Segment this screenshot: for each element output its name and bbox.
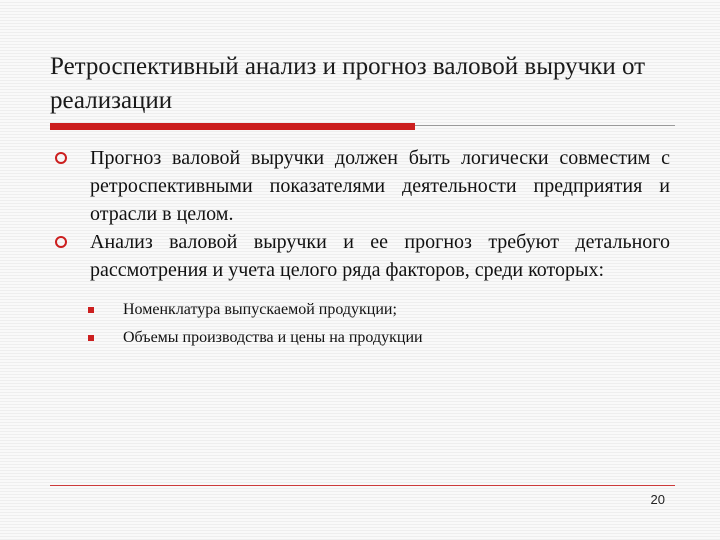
sub-bullet-list <box>50 296 670 352</box>
title-accent-bar <box>50 123 415 130</box>
square-bullet-icon <box>88 307 94 313</box>
sub-bullet-item <box>50 324 670 352</box>
bullet-item <box>50 228 670 284</box>
bullet-text: Анализ валовой выручки и ее прогноз требуют детального рассмотрения и учета целого ряда факторов, среди которых: <box>90 231 670 281</box>
sub-bullet-text: Номенклатура выпускаемой продукции; <box>123 301 397 318</box>
bullet-list <box>50 144 670 352</box>
sub-bullet-item <box>50 296 670 324</box>
slide-title: Ретроспективный анализ и прогноз валовой выручки от реализации <box>50 53 646 114</box>
page-number: 20 <box>650 492 665 507</box>
hollow-circle-bullet-icon <box>55 236 67 248</box>
bullet-item <box>50 144 670 228</box>
square-bullet-icon <box>88 335 94 341</box>
bullet-text: Прогноз валовой выручки должен быть логически совместим с ретроспективными показателями деятельности предприятия и отрасли в целом. <box>90 147 670 225</box>
sub-bullet-text: Объемы производства и цены на продукции <box>123 329 423 346</box>
footer-divider <box>50 485 675 486</box>
hollow-circle-bullet-icon <box>55 152 67 164</box>
